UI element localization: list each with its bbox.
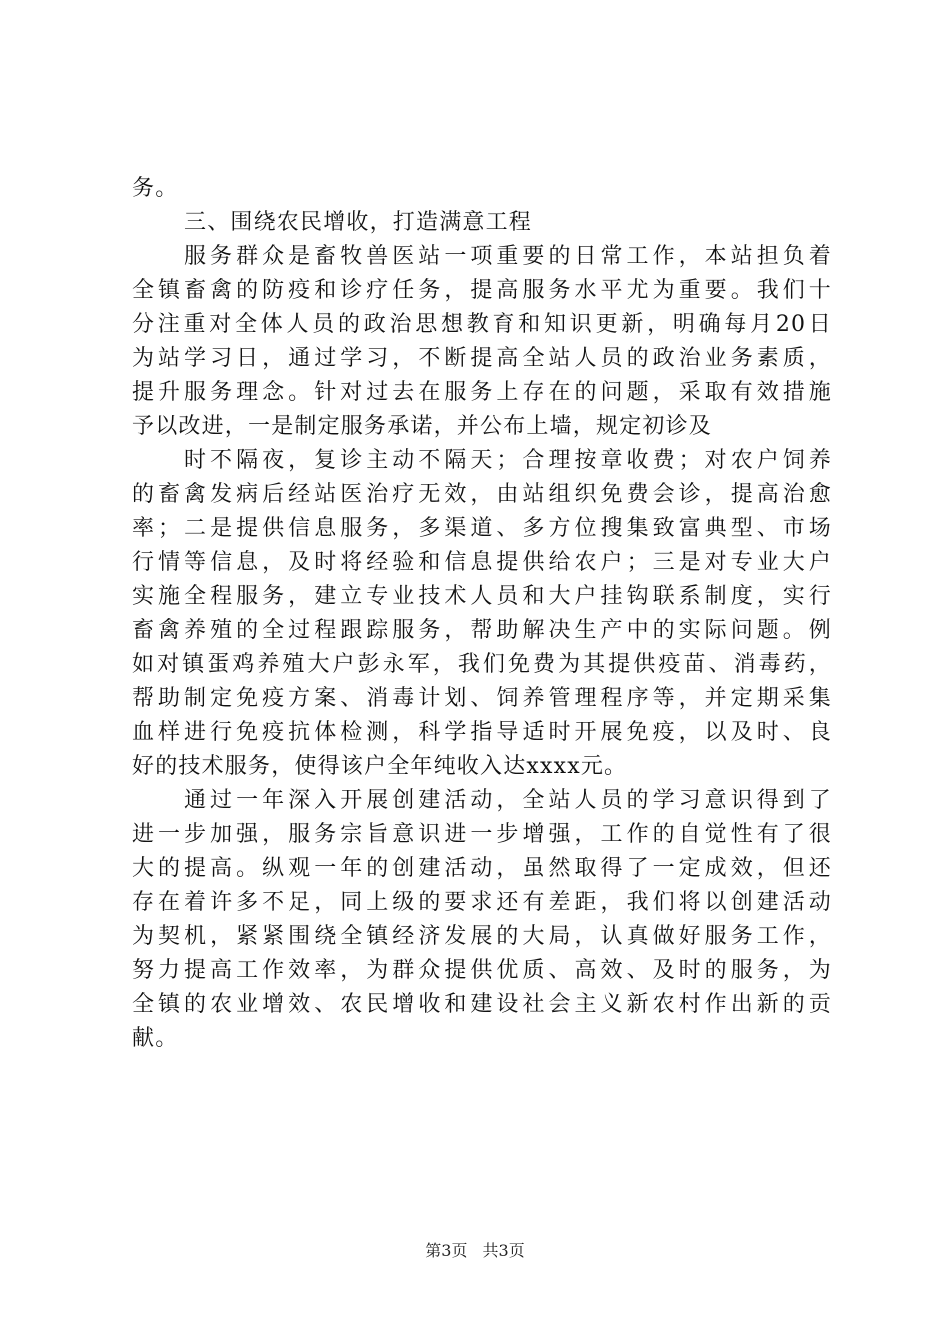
text-line: 为契机，紧紧围绕全镇经济发展的大局，认真做好服务工作， [132,924,832,949]
text-line: 进一步加强，服务宗旨意识进一步增强，工作的自觉性有了很 [132,822,832,847]
text-line: 时不隔夜，复诊主动不隔天；合理按章收费；对农户饲养 [184,448,832,473]
text-line: 畜禽养殖的全过程跟踪服务，帮助解决生产中的实际问题。例 [132,618,832,643]
text-line: 努力提高工作效率，为群众提供优质、高效、及时的服务，为 [132,958,832,983]
text-line: 提升服务理念。针对过去在服务上存在的问题，采取有效措施 [132,380,832,405]
text-line: 献。 [132,1026,179,1051]
text-line: 分注重对全体人员的政治思想教育和知识更新，明确每月20日 [132,312,832,337]
text-line: 三、围绕农民增收，打造满意工程 [184,210,533,235]
text-line: 服务群众是畜牧兽医站一项重要的日常工作，本站担负着 [184,244,832,269]
document-body [132,172,832,1056]
text-line: 帮助制定免疫方案、消毒计划、饲养管理程序等，并定期采集 [132,686,832,711]
text-line: 存在着许多不足，同上级的要求还有差距，我们将以创建活动 [132,890,832,915]
text-line: 全镇畜禽的防疫和诊疗任务，提高服务水平尤为重要。我们十 [132,278,832,303]
text-line: 予以改进，一是制定服务承诺，并公布上墙，规定初诊及 [132,414,713,439]
text-line: 大的提高。纵观一年的创建活动，虽然取得了一定成效，但还 [132,856,832,881]
text-line: 血样进行免疫抗体检测，科学指导适时开展免疫，以及时、良 [132,720,832,745]
text-line: 通过一年深入开展创建活动，全站人员的学习意识得到了 [184,788,832,813]
text-line: 如对镇蛋鸡养殖大户彭永军，我们免费为其提供疫苗、消毒药， [132,652,832,677]
text-line: 的畜禽发病后经站医治疗无效，由站组织免费会诊，提高治愈 [132,482,832,507]
text-line: 率；二是提供信息服务，多渠道、多方位搜集致富典型、市场 [132,516,832,541]
text-line: 务。 [132,176,179,201]
text-line: 好的技术服务，使得该户全年纯收入达xxxx元。 [132,754,628,779]
page-number-current: 第3页 [425,1241,468,1260]
page-number-total: 共3页 [482,1241,525,1260]
text-line: 实施全程服务，建立专业技术人员和大户挂钩联系制度，实行 [132,584,832,609]
text-line: 行情等信息，及时将经验和信息提供给农户；三是对专业大户 [132,550,832,575]
text-line: 为站学习日，通过学习，不断提高全站人员的政治业务素质， [132,346,832,371]
page-footer [0,1238,950,1261]
text-line: 全镇的农业增效、农民增收和建设社会主义新农村作出新的贡 [132,992,832,1017]
